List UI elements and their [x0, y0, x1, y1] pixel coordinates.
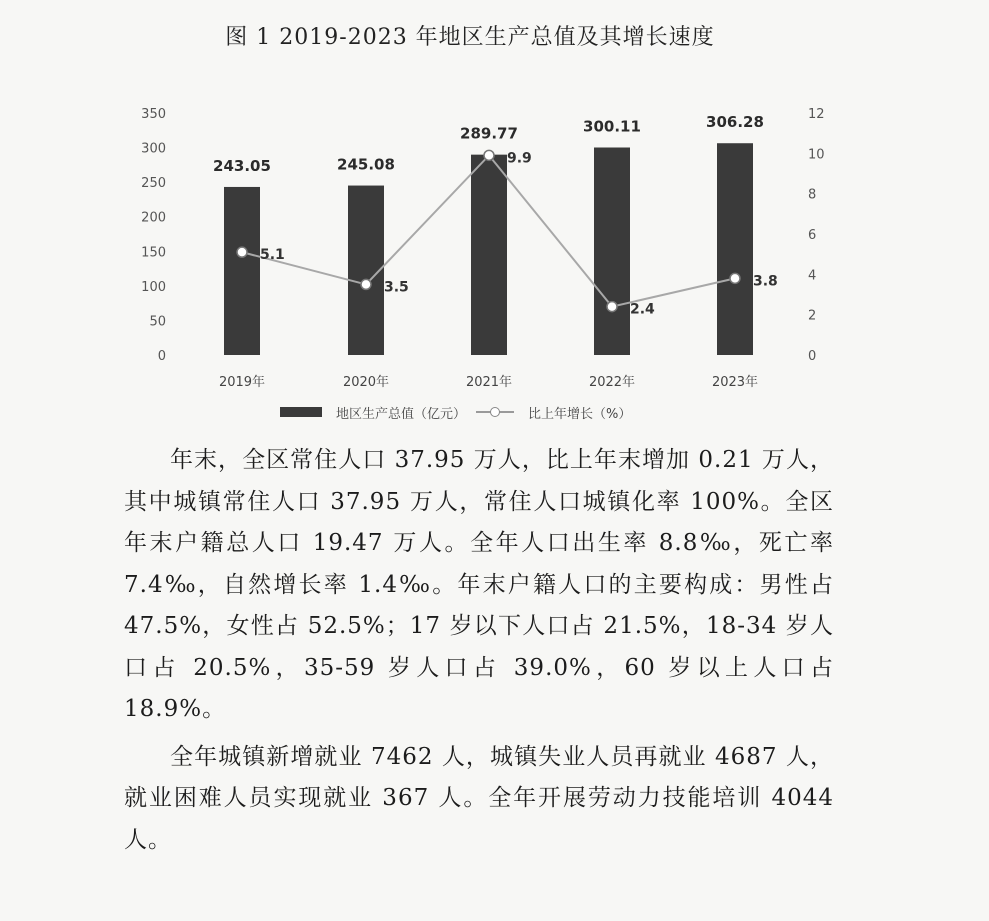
- paragraph-employment: 全年城镇新增就业 7462 人，城镇失业人员再就业 4687 人，就业困难人员实现就业 367 人。全年开展劳动力技能培训 4044 人。: [124, 743, 834, 853]
- growth-point: [607, 302, 617, 312]
- body-text: [124, 440, 834, 861]
- x-category-label: 2022年: [588, 375, 636, 390]
- legend-label-growth: 比上年增长（%）: [528, 406, 632, 422]
- y-right-tick-label: 0: [808, 349, 817, 364]
- gdp-bar: [594, 147, 630, 355]
- y-left-tick-label: 150: [141, 245, 166, 261]
- y-left-tick-label: 250: [141, 176, 166, 192]
- y-right-tick-label: 12: [808, 107, 825, 122]
- figure-title: 图 1 2019-2023 年地区生产总值及其增长速度: [225, 25, 715, 50]
- chart-legend: [280, 401, 631, 423]
- y-left-tick-label: 350: [141, 107, 166, 122]
- y-left-tick-label: 300: [141, 141, 166, 157]
- y-right-tick-label: 6: [808, 228, 817, 243]
- y-left-tick-label: 200: [141, 210, 166, 226]
- gdp-bar: [471, 155, 507, 355]
- legend-bar-swatch-icon: [280, 407, 322, 417]
- growth-point: [730, 273, 740, 283]
- gdp-bar-value-label: 289.77: [460, 124, 518, 143]
- legend-line-swatch-icon: [476, 406, 514, 418]
- gdp-bar-value-label: 243.05: [213, 156, 271, 175]
- gdp-bar: [717, 143, 753, 355]
- growth-value-label: 2.4: [630, 301, 655, 318]
- growth-point: [237, 247, 247, 257]
- growth-value-label: 3.5: [384, 279, 409, 296]
- growth-value-label: 5.1: [260, 247, 285, 264]
- x-category-label: 2023年: [711, 375, 759, 390]
- y-left-tick-label: 50: [149, 314, 166, 330]
- gdp-bar: [224, 187, 260, 355]
- y-right-tick-label: 4: [808, 268, 817, 284]
- x-category-label: 2020年: [342, 375, 390, 390]
- gdp-bar-value-label: 300.11: [583, 117, 641, 136]
- x-category-label: 2019年: [218, 375, 266, 390]
- gdp-bar-value-label: 245.08: [337, 155, 395, 174]
- y-left-tick-label: 0: [157, 349, 166, 364]
- y-right-tick-label: 2: [808, 308, 817, 324]
- y-right-tick-label: 10: [808, 147, 825, 163]
- growth-value-label: 9.9: [507, 150, 532, 167]
- gdp-bar-value-label: 306.28: [706, 113, 764, 132]
- x-category-label: 2021年: [465, 375, 513, 390]
- growth-point: [361, 279, 371, 289]
- growth-point: [484, 150, 494, 160]
- paragraph-population: 年末，全区常住人口 37.95 万人，比上年末增加 0.21 万人，其中城镇常住人口 37.95 万人，常住人口城镇化率 100%。全区年末户籍总人口 19.47 万人。全年人口出生率 8.8‰，死亡率 7.4‰，自然增长率 1.4‰。年末户籍人口的主要构成：男性占 47.5%，女性占 52.5%；17 岁以下人口占 21.5%，18-34 岁人口占 20.5%，35-59 岁人口占 39.0%，60 岁以上人口占 18.9%。: [124, 447, 834, 722]
- gdp-growth-chart: [0, 0, 989, 400]
- y-right-tick-label: 8: [808, 187, 817, 203]
- legend-label-gdp: 地区生产总值（亿元）: [336, 406, 467, 422]
- growth-value-label: 3.8: [753, 273, 778, 290]
- y-left-tick-label: 100: [141, 279, 166, 295]
